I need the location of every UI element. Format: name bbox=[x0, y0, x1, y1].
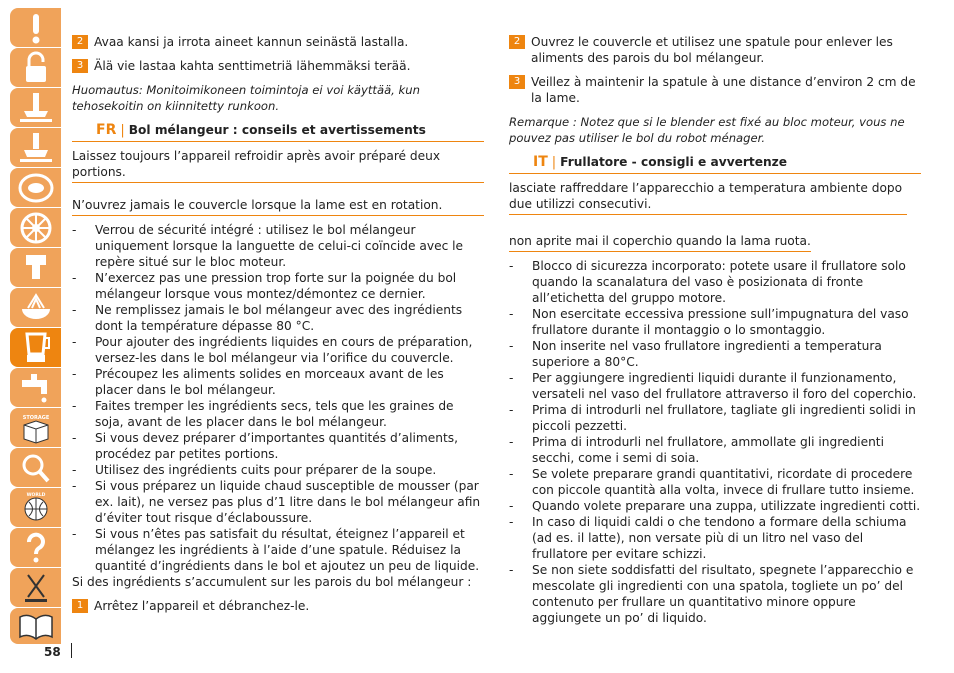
disposal-icon[interactable] bbox=[10, 568, 61, 607]
list-item: - Blocco di sicurezza incorporato: potete usare il frullatore solo quando la scanalatura del vaso è posizionata di fronte all’etichetta del gruppo motore. bbox=[509, 258, 921, 306]
heading-separator: | bbox=[551, 155, 557, 170]
section-title: Frullatore - consigli e avvertenze bbox=[560, 155, 788, 169]
section-heading bbox=[72, 122, 484, 142]
step-item bbox=[72, 598, 484, 614]
list-item: - Pour ajouter des ingrédients liquides en cours de préparation, versez-les dans le bol mélangeur via l’orifice du couvercle. bbox=[72, 334, 484, 366]
list-item: - Non inserite nel vaso frullatore ingredienti a temperatura superiore a 80°C. bbox=[509, 338, 921, 370]
advice-list bbox=[72, 222, 484, 574]
list-item: - Si vous devez préparer d’importantes quantités d’aliments, procédez par petites portions. bbox=[72, 430, 484, 462]
list-item: - Prima di introdurli nel frullatore, ammollate gli ingredienti secchi, come i semi di soia. bbox=[509, 434, 921, 466]
list-item: - Non esercitate eccessiva pressione sull’impugnatura del vaso frullatore durante il montaggio o lo smontaggio. bbox=[509, 306, 921, 338]
remark-note: Huomautus: Monitoimikoneen toimintoja ei voi käyttää, kun tehosekoitin on kiinnitetty runkoon. bbox=[72, 83, 420, 113]
page-number: 58 bbox=[44, 645, 61, 659]
list-item: - Faites tremper les ingrédients secs, tels que les graines de soja, avant de les placer dans le bol mélangeur. bbox=[72, 398, 484, 430]
step-number: 3 bbox=[509, 75, 525, 89]
list-item: - Verrou de sécurité intégré : utilisez le bol mélangeur uniquement lorsque la languette de celui-ci coïncide avec le repère situé sur le bloc moteur. bbox=[72, 222, 484, 270]
section-heading bbox=[509, 154, 921, 174]
list-item: - Précoupez les aliments solides en morceaux avant de les placer dans le bol mélangeur. bbox=[72, 366, 484, 398]
step-item bbox=[509, 34, 921, 66]
remark-note: Remarque : Notez que si le blender est fixé au bloc moteur, vous ne pouvez pas utiliser le bol du robot ménager. bbox=[509, 115, 905, 145]
grater-disc-icon[interactable] bbox=[10, 208, 61, 247]
step-text: Älä vie lastaa kahta senttimetriä lähemmäksi terää. bbox=[94, 59, 411, 73]
left-column bbox=[72, 34, 484, 622]
heading-separator: | bbox=[120, 123, 125, 138]
step-text: Veillez à maintenir la spatule à une distance d’environ 2 cm de la lame. bbox=[531, 75, 916, 105]
list-item: - Prima di introdurli nel frullatore, tagliate gli ingredienti solidi in piccoli pezzetti. bbox=[509, 402, 921, 434]
kneading-icon[interactable] bbox=[10, 248, 61, 287]
list-item: - Se non siete soddisfatti del risultato, spegnete l’apparecchio e mescolate gli ingredienti con una spatola, togliete un po’ del contenuto per frullare un quantitativo minore oppure aggiungete un po’ di liquido. bbox=[509, 562, 921, 626]
blender-jug-icon[interactable] bbox=[10, 328, 61, 367]
right-column bbox=[509, 34, 921, 626]
list-item: - Se volete preparare grandi quantitativi, ricordate di procedere con piccole quantità alla volta, invece di frullare tutto insieme. bbox=[509, 466, 921, 498]
storage-box-icon[interactable] bbox=[10, 408, 61, 447]
list-item: - Si vous n’êtes pas satisfait du résultat, éteignez l’appareil et mélangez les ingrédients à l’aide d’une spatule. Réduisez la quantité d’ingrédients dans le bol et ajoutez un peu de liquide. bbox=[72, 526, 484, 574]
page-number-divider bbox=[71, 643, 72, 658]
exclamation-icon[interactable] bbox=[10, 8, 61, 47]
step-text: Ouvrez le couvercle et utilisez une spatule pour enlever les aliments des parois du bol mélangeur. bbox=[531, 35, 893, 65]
list-item: - Per aggiungere ingredienti liquidi durante il funzionamento, versateli nel vaso del frullatore attraverso il foro del coperchio. bbox=[509, 370, 921, 402]
warning-text: lasciate raffreddare l’apparecchio a temperatura ambiente dopo due utilizzi consecutivi. bbox=[509, 174, 907, 215]
step-number: 1 bbox=[72, 599, 88, 613]
warning-text: N’ouvrez jamais le couvercle lorsque la lame est en rotation. bbox=[72, 191, 484, 216]
advice-list bbox=[509, 258, 921, 626]
step-item bbox=[72, 58, 484, 74]
step-number: 2 bbox=[509, 35, 525, 49]
step-text: Arrêtez l’appareil et débranchez-le. bbox=[94, 599, 310, 613]
question-icon[interactable] bbox=[10, 528, 61, 567]
magnifier-icon[interactable] bbox=[10, 448, 61, 487]
globe-icon[interactable] bbox=[10, 488, 61, 527]
whisk-icon[interactable] bbox=[10, 128, 61, 167]
language-code: FR bbox=[96, 122, 117, 138]
step-item bbox=[72, 34, 484, 50]
tap-icon[interactable] bbox=[10, 368, 61, 407]
chapter-sidebar bbox=[10, 8, 61, 638]
list-item: - Si vous préparez un liquide chaud susceptible de mousser (par ex. lait), ne versez pas plus d’1 litre dans le bol mélangeur afin d’éviter tout risque d’éclaboussure. bbox=[72, 478, 484, 526]
language-code: IT bbox=[533, 154, 548, 170]
list-item: - Ne remplissez jamais le bol mélangeur avec des ingrédients dont la température dépasse 80 °C. bbox=[72, 302, 484, 334]
slicer-disc-icon[interactable] bbox=[10, 168, 61, 207]
step-number: 2 bbox=[72, 35, 88, 49]
list-item: - Quando volete preparare una zuppa, utilizzate ingredienti cotti. bbox=[509, 498, 921, 514]
step-text: Avaa kansi ja irrota aineet kannun seinästä lastalla. bbox=[94, 35, 409, 49]
step-number: 3 bbox=[72, 59, 88, 73]
citrus-press-icon[interactable] bbox=[10, 288, 61, 327]
warning-text: non aprite mai il coperchio quando la lama ruota. bbox=[509, 227, 811, 252]
list-item: - N’exercez pas une pression trop forte sur la poignée du bol mélangeur lorsque vous montez/démontez ce dernier. bbox=[72, 270, 484, 302]
step-item bbox=[509, 74, 921, 106]
svg-text:STORAGE: STORAGE bbox=[22, 414, 49, 421]
mixer-icon[interactable] bbox=[10, 88, 61, 127]
book-icon[interactable] bbox=[10, 608, 61, 644]
lock-icon[interactable] bbox=[10, 48, 61, 87]
list-item: - Utilisez des ingrédients cuits pour préparer de la soupe. bbox=[72, 462, 484, 478]
intro-line: Si des ingrédients s’accumulent sur les parois du bol mélangeur : bbox=[72, 575, 472, 589]
section-title: Bol mélangeur : conseils et avertissements bbox=[128, 123, 426, 137]
svg-text:WORLD: WORLD bbox=[26, 492, 45, 498]
list-item: - In caso di liquidi caldi o che tendono a formare della schiuma (ad es. il latte), non versate più di un litro nel vaso del frullatore per evitare schizzi. bbox=[509, 514, 921, 562]
warning-text: Laissez toujours l’appareil refroidir après avoir préparé deux portions. bbox=[72, 142, 484, 183]
